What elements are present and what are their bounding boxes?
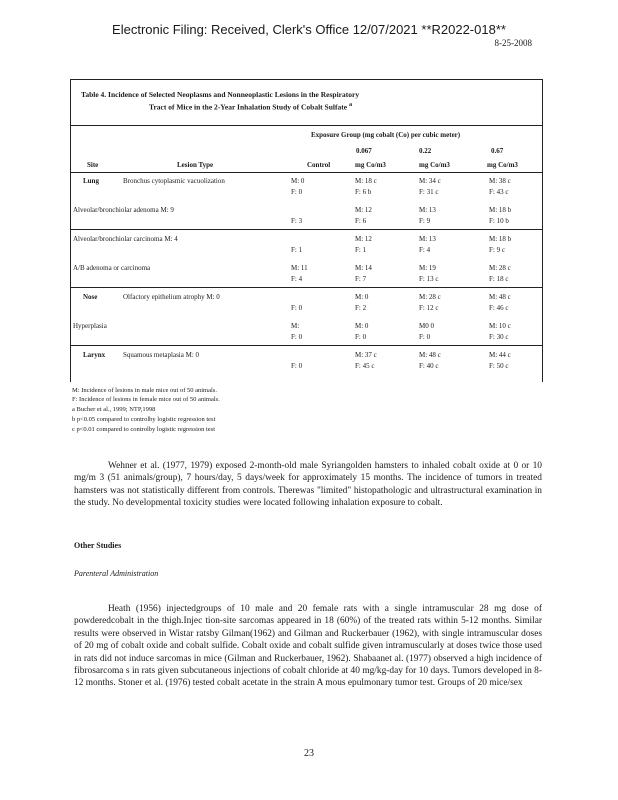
paragraph-wehner xyxy=(74,460,542,510)
footnote: b p<0.05 compared to controlby logistic regression test xyxy=(72,416,216,423)
row-dose3-f: F: 9 c xyxy=(489,246,505,254)
heading-parenteral: Parenteral Administration xyxy=(74,569,159,578)
row-site: Larynx xyxy=(83,351,106,359)
row-dose1-f: F: 1 xyxy=(355,246,367,254)
row-dose3-f: F: 18 c xyxy=(489,275,509,283)
row-site: Nose xyxy=(83,293,98,301)
row-dose2-f: F: 13 c xyxy=(419,275,439,283)
row-dose1-m: M: 37 c xyxy=(355,351,377,359)
row-control-f: F: 0 xyxy=(291,333,303,341)
row-dose3-f: F: 50 c xyxy=(489,362,509,370)
row-dose1-m: M: 0 xyxy=(355,293,369,301)
row-dose3-m: M: 48 c xyxy=(489,293,511,301)
table-caption-line1: Table 4. Incidence of Selected Neoplasms and Nonneoplastic Lesions in the Respiratory xyxy=(81,90,360,99)
row-dose1-f: F: 7 xyxy=(355,275,367,283)
table-rule xyxy=(71,287,542,288)
row-dose2-m: M: 48 c xyxy=(419,351,441,359)
row-dose3-m: M: 38 c xyxy=(489,177,511,185)
col-lesion: Lesion Type xyxy=(177,161,214,169)
table-caption xyxy=(81,90,359,113)
row-dose3-m: M: 18 b xyxy=(489,206,512,214)
footnote: F: Incidence of lesions in female mice out of 50 animals. xyxy=(72,396,220,403)
row-dose3-f: F: 46 c xyxy=(489,304,509,312)
paragraph-heath-text: Heath (1956) injectedgroups of 10 male and 20 female rats with a single intramuscular 28 mg dose of powderedcobalt in the thigh.Injec tion-site sarcomas appeared in 18 (60%) of the treated rats within 5-12 months. Similar results were observed in Wistar ratsby Gilman(1962) and Gilman and Ruckerbauer (1962), with single intramuscular doses of 20 mg of cobalt oxide and cobalt sulfide. Cobalt oxide and cobalt sulfide given intramuscularly at doses twice those used in rats did not induce sarcomas in mice (Gilman and Ruckerbauer, 1962). Shabaanet al. (1977) observed a high incidence of fibrosarcoma s in rats given subcutaneous injections of cobalt chloride at 40 mg/kg-day for 10 days. Tumors developed in 8-12 months. Stoner et al. (1976) tested cobalt acetate in the strain A mous epulmonary tumor test. Groups of 20 mice/sex xyxy=(74,604,542,689)
paragraph-wehner-text: Wehner et al. (1977, 1979) exposed 2-month-old male Syriangolden hamsters to inhaled cobalt oxide at 0 or 10 mg/m 3 (51 animals/group), 7 hours/day, 5 days/week for approximately 15 months. The incidence of tumors in treated hamsters was not statistically different from controls. Therewas "limited" histopathologic and ultrastructural examination in the study. No developmental toxicity studies were located following inhalation exposure to cobalt. xyxy=(74,461,542,509)
row-dose1-m: M: 12 xyxy=(355,235,372,243)
col-site: Site xyxy=(87,161,99,169)
row-control-f: F: 4 xyxy=(291,275,303,283)
row-dose1-m: M: 12 xyxy=(355,206,372,214)
dose-unit: mg Co/m3 xyxy=(355,161,386,169)
row-dose1-f: F: 0 xyxy=(355,333,367,341)
row-dose2-m: M: 34 c xyxy=(419,177,441,185)
row-dose1-f: F: 2 xyxy=(355,304,367,312)
row-dose3-m: M: 44 c xyxy=(489,351,511,359)
row-lesion: Alveolar/bronchiolar adenoma M: 9 xyxy=(73,206,174,214)
row-lesion: Alveolar/bronchiolar carcinoma M: 4 xyxy=(73,235,178,243)
dose-unit: mg Co/m3 xyxy=(419,161,450,169)
header-date: 8-25-2008 xyxy=(494,38,532,48)
row-dose2-m: M0 0 xyxy=(419,322,434,330)
row-dose2-m: M: 13 xyxy=(419,235,436,243)
row-dose1-m: M: 0 xyxy=(355,322,369,330)
row-site: Lung xyxy=(83,177,99,185)
incidence-table xyxy=(70,79,543,382)
row-dose2-m: M: 13 xyxy=(419,206,436,214)
row-control-f: F: 0 xyxy=(291,188,303,196)
row-dose2-f: F: 31 c xyxy=(419,188,439,196)
row-control-m: M: xyxy=(291,322,300,330)
dose-value: 0.67 xyxy=(491,147,504,155)
row-dose1-f: F: 6 xyxy=(355,217,367,225)
row-control-f: F: 0 xyxy=(291,362,303,370)
heading-other-studies: Other Studies xyxy=(74,541,122,550)
row-dose1-m: M: 18 c xyxy=(355,177,377,185)
row-dose1-m: M: 14 xyxy=(355,264,372,272)
footnote: M: Incidence of lesions in male mice out of 50 animals. xyxy=(72,387,217,394)
dose-value: 0.067 xyxy=(356,147,372,155)
footnote: c p<0.01 compared to controlby logistic regression test xyxy=(72,426,216,433)
row-control-f: F: 3 xyxy=(291,217,303,225)
row-dose2-f: F: 4 xyxy=(419,246,431,254)
row-dose1-f: F: 45 c xyxy=(355,362,375,370)
row-dose2-f: F: 0 xyxy=(419,333,431,341)
filing-header: Electronic Filing: Received, Clerk's Office 12/07/2021 **R2022-018** xyxy=(112,22,506,37)
row-dose1-f: F: 6 b xyxy=(355,188,372,196)
table-rule xyxy=(71,172,542,173)
page-number: 23 xyxy=(304,748,314,759)
table-rule xyxy=(71,125,542,126)
row-lesion: Olfactory epithelium atrophy M: 0 xyxy=(123,293,220,301)
table-rule xyxy=(71,345,542,346)
table-caption-sup: a xyxy=(348,101,353,108)
row-control-f: F: 1 xyxy=(291,246,303,254)
table-caption-line2: Tract of Mice in the 2-Year Inhalation Study of Cobalt Sulfate xyxy=(149,102,348,112)
footnote: a Bucher et al., 1999; NTP,1998 xyxy=(72,406,156,413)
row-lesion: A/B adenoma or carcinoma xyxy=(73,264,151,272)
row-dose2-f: F: 9 xyxy=(419,217,431,225)
row-dose2-m: M: 19 xyxy=(419,264,436,272)
row-dose3-m: M: 18 b xyxy=(489,235,512,243)
row-dose3-m: M: 10 c xyxy=(489,322,511,330)
row-control-m: M: 11 xyxy=(291,264,308,272)
row-control-m: M: 0 xyxy=(291,177,305,185)
row-lesion: Bronchus cytoplasmic vacuolization xyxy=(123,177,225,185)
row-dose3-m: M: 28 c xyxy=(489,264,511,272)
col-control: Control xyxy=(307,161,331,169)
row-control-f: F: 0 xyxy=(291,304,303,312)
row-dose2-m: M: 28 c xyxy=(419,293,441,301)
row-dose3-f: F: 30 c xyxy=(489,333,509,341)
row-dose2-f: F: 12 c xyxy=(419,304,439,312)
dose-unit: mg Co/m3 xyxy=(487,161,518,169)
paragraph-heath xyxy=(74,603,542,690)
row-lesion: Squamous metaplasia M: 0 xyxy=(123,351,200,359)
row-dose3-f: F: 43 c xyxy=(489,188,509,196)
row-lesion: Hyperplasia xyxy=(73,322,107,330)
exposure-group-label: Exposure Group (mg cobalt (Co) per cubic meter) xyxy=(311,131,461,139)
row-dose3-f: F: 10 b xyxy=(489,217,509,225)
dose-value: 0.22 xyxy=(419,147,432,155)
table-rule xyxy=(71,229,542,230)
row-dose2-f: F: 40 c xyxy=(419,362,439,370)
